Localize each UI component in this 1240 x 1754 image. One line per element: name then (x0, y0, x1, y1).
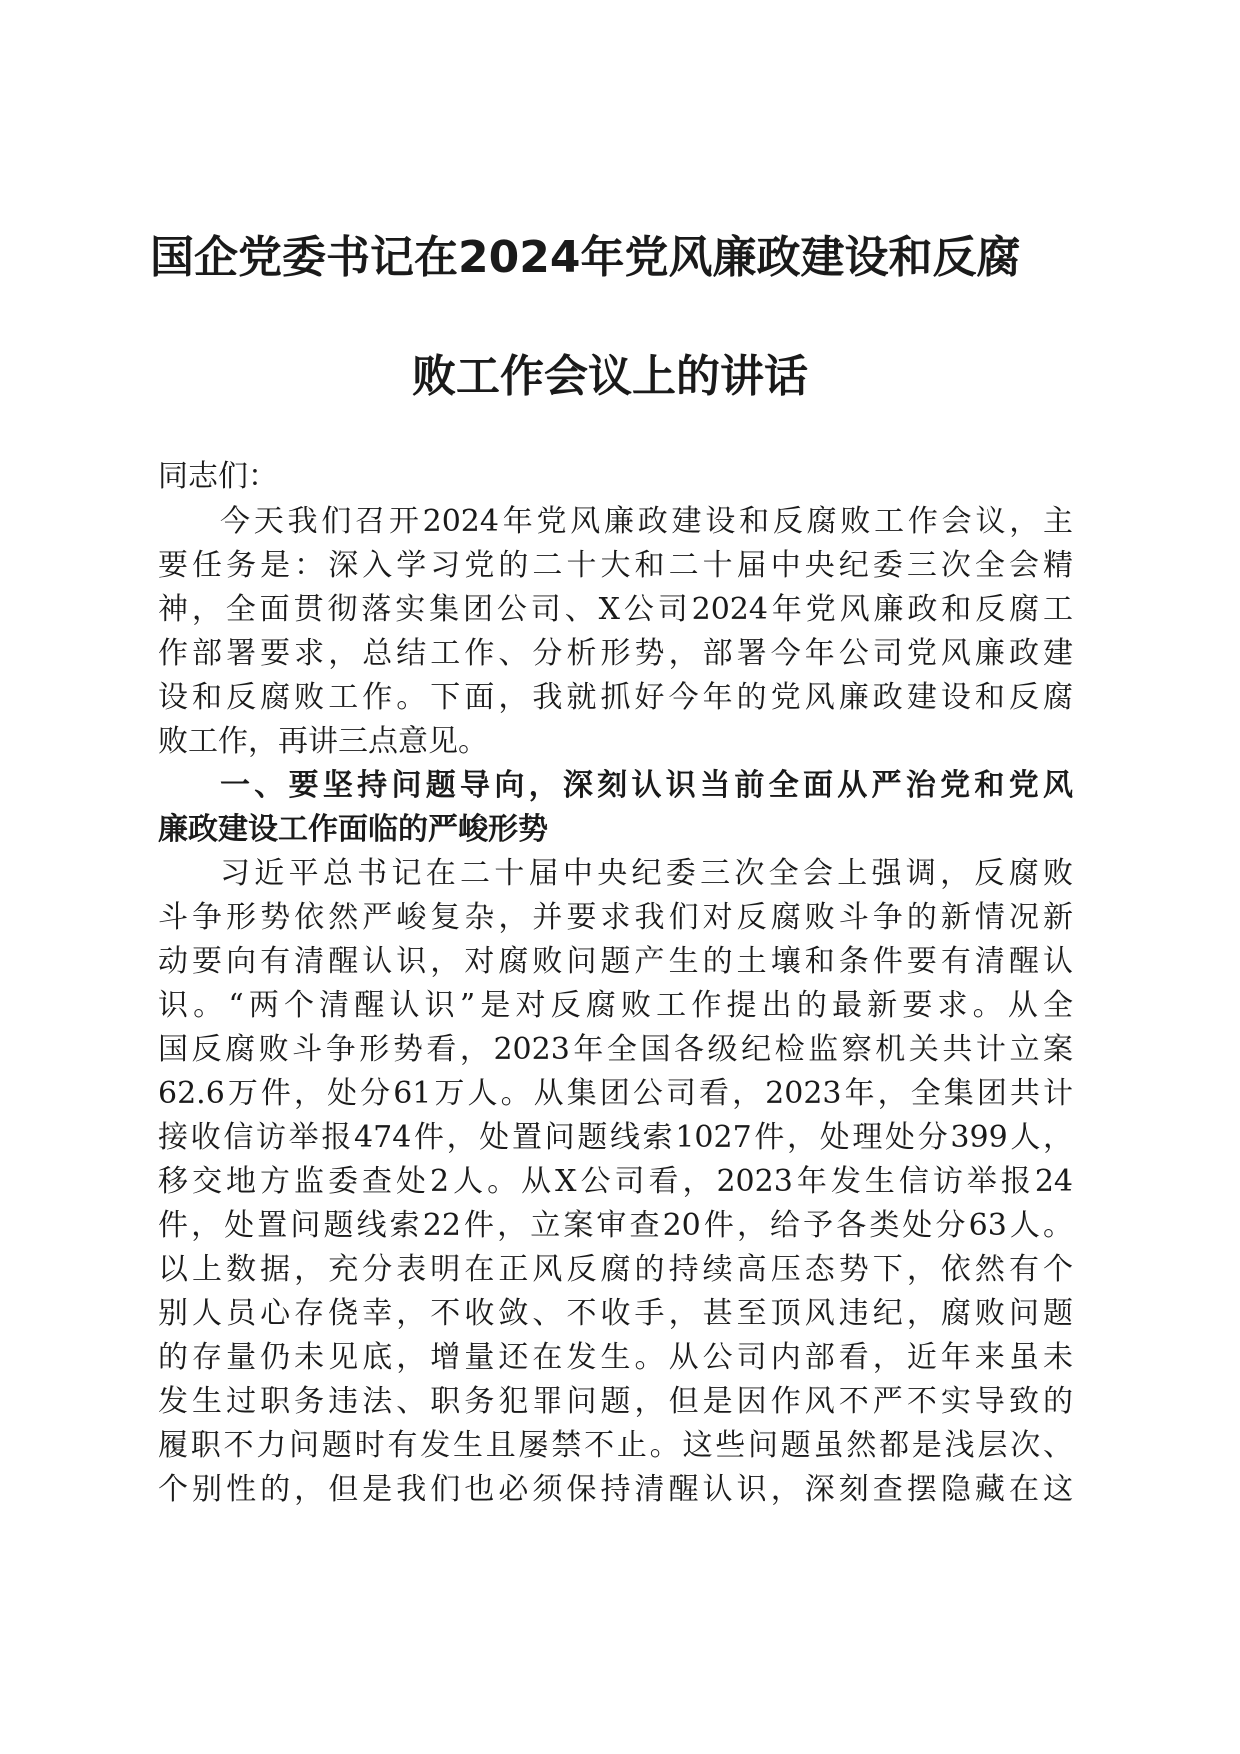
section-heading: 一、要坚持问题导向，深刻认识当前全面从严治党和党风 (220, 768, 1073, 803)
body-line: 神，全面贯彻落实集团公司、X公司2024年党风廉政和反腐工 (158, 592, 1073, 627)
body-line: 败工作，再讲三点意见。 (158, 724, 488, 759)
body-line: 个别性的，但是我们也必须保持清醒认识，深刻查摆隐藏在这 (158, 1472, 1073, 1507)
body-line: 的存量仍未见底，增量还在发生。从公司内部看，近年来虽未 (158, 1340, 1073, 1375)
body-line: 斗争形势依然严峻复杂，并要求我们对反腐败斗争的新情况新 (158, 900, 1073, 935)
document-title-line-1: 国企党委书记在2024年党风廉政建设和反腐 (150, 232, 1021, 283)
section-heading: 廉政建设工作面临的严峻形势 (158, 812, 548, 847)
body-line: 今天我们召开2024年党风廉政建设和反腐败工作会议，主 (220, 504, 1073, 539)
body-line: 件，处置问题线索22件，立案审查20件，给予各类处分63人。 (158, 1208, 1073, 1243)
salutation: 同志们： (158, 459, 278, 494)
body-line: 接收信访举报474件，处置问题线索1027件，处理处分399人， (158, 1120, 1073, 1155)
body-line: 发生过职务违法、职务犯罪问题，但是因作风不严不实导致的 (158, 1384, 1073, 1419)
body-line: 别人员心存侥幸，不收敛、不收手，甚至顶风违纪，腐败问题 (158, 1296, 1073, 1331)
body-line: 动要向有清醒认识，对腐败问题产生的土壤和条件要有清醒认 (158, 944, 1073, 979)
body-line: 要任务是：深入学习党的二十大和二十届中央纪委三次全会精 (158, 548, 1073, 583)
body-line: 移交地方监委查处2人。从X公司看，2023年发生信访举报24 (158, 1164, 1073, 1199)
body-line: 设和反腐败工作。下面，我就抓好今年的党风廉政建设和反腐 (158, 680, 1073, 715)
document-title-line-2: 败工作会议上的讲话 (412, 351, 808, 402)
body-line: 履职不力问题时有发生且屡禁不止。这些问题虽然都是浅层次、 (158, 1428, 1073, 1463)
body-line: 识。“两个清醒认识”是对反腐败工作提出的最新要求。从全 (158, 988, 1073, 1023)
body-line: 国反腐败斗争形势看，2023年全国各级纪检监察机关共计立案 (158, 1032, 1073, 1067)
body-line: 习近平总书记在二十届中央纪委三次全会上强调，反腐败 (220, 856, 1073, 891)
body-line: 62.6万件，处分61万人。从集团公司看，2023年，全集团共计 (158, 1076, 1073, 1111)
body-line: 以上数据，充分表明在正风反腐的持续高压态势下，依然有个 (158, 1252, 1073, 1287)
body-line: 作部署要求，总结工作、分析形势，部署今年公司党风廉政建 (158, 636, 1073, 671)
